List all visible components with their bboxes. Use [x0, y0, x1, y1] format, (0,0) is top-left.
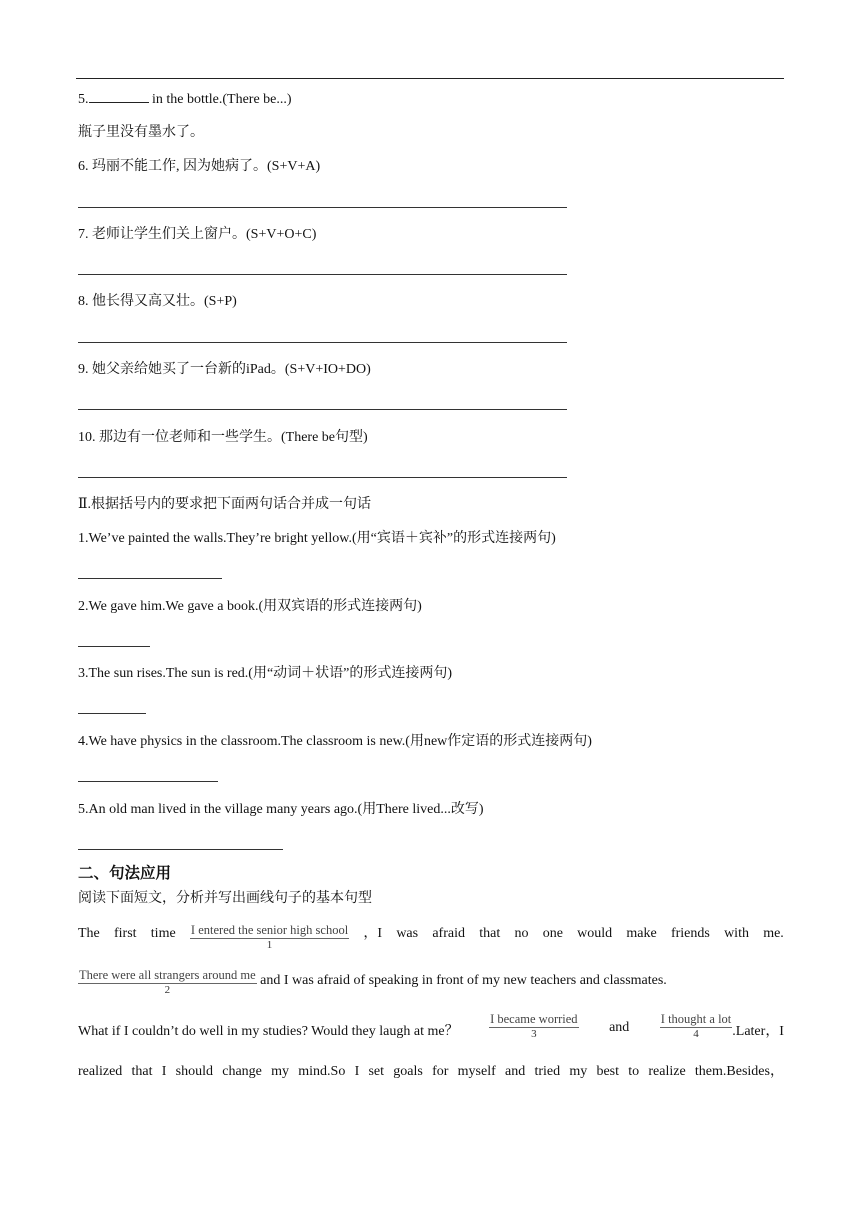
passage-line-4 [78, 1060, 784, 1080]
passage-line-3 [78, 1012, 784, 1041]
word: goals [393, 1064, 423, 1079]
word: tried [534, 1064, 561, 1079]
answer-line[interactable] [78, 274, 567, 275]
word: would [577, 926, 613, 941]
word: ，I [363, 926, 383, 941]
combine-item-2: 2.We gave him.We gave a book.(用双宾语的形式连接两句) [78, 599, 422, 614]
word: with [724, 926, 749, 941]
answer-line[interactable] [78, 646, 150, 647]
combine-item-4: 4.We have physics in the classroom.The classroom is new.(用new作定语的形式连接两句) [78, 734, 592, 749]
word: I [161, 1064, 167, 1079]
word: myself [457, 1064, 496, 1079]
word: that [479, 926, 501, 941]
word: should [175, 1064, 214, 1079]
question-9: 9. 她父亲给她买了一台新的iPad。(S+V+IO+DO) [78, 362, 371, 377]
passage-text: and I was afraid of speaking in front of my new teachers and classmates. [256, 973, 667, 988]
word: I [354, 1064, 360, 1079]
passage-text: .Later，I [732, 1024, 784, 1039]
passage-line-2 [78, 968, 667, 997]
combine-item-5: 5.An old man lived in the village many years ago.(用There lived...改写) [78, 802, 484, 817]
word: my [569, 1064, 588, 1079]
word: and [504, 1064, 526, 1079]
header-rule [76, 78, 784, 79]
answer-line[interactable] [78, 477, 567, 478]
passage-text: What if I couldn’t do well in my studies? Would they laugh at me？ [78, 1024, 459, 1039]
sentence-number: 3 [531, 1028, 537, 1040]
word: for [432, 1064, 449, 1079]
question-7: 7. 老师让学生们关上窗户。(S+V+O+C) [78, 227, 317, 242]
word: to [628, 1064, 640, 1079]
word: and [609, 1020, 630, 1035]
word: me. [763, 926, 784, 941]
word: first [114, 926, 137, 941]
word: best [596, 1064, 620, 1079]
passage-line-1 [78, 922, 784, 951]
underlined-sentence-1: I entered the senior high school 1 [190, 923, 349, 951]
combine-item-3: 3.The sun rises.The sun is red.(用“动词＋状语”的形式连接两句) [78, 666, 453, 681]
underlined-sentence-2: There were all strangers around me 2 [79, 968, 256, 996]
underlined-sentence-3: I became worried 3 [490, 1012, 578, 1040]
word: realized [78, 1064, 123, 1079]
answer-line[interactable] [78, 713, 146, 714]
part2-heading: Ⅱ.根据括号内的要求把下面两句话合并成一句话 [78, 497, 372, 512]
word: no [514, 926, 529, 941]
section-instruction: 阅读下面短文，分析并写出画线句子的基本句型 [78, 891, 372, 906]
word: The [78, 926, 100, 941]
question-5 [78, 90, 292, 109]
question-5-number: 5. [78, 92, 89, 107]
word: change [222, 1064, 262, 1079]
answer-line[interactable] [78, 409, 567, 410]
section-title: 二、句法应用 [78, 864, 172, 882]
answer-blank[interactable] [89, 90, 149, 103]
word: set [368, 1064, 385, 1079]
question-8: 8. 他长得又高又壮。(S+P) [78, 294, 237, 309]
combine-item-1: 1.We’ve painted the walls.They’re bright yellow.(用“宾语＋宾补”的形式连接两句) [78, 531, 556, 546]
answer-line[interactable] [78, 207, 567, 208]
word: one [542, 926, 563, 941]
word: mind.So [298, 1064, 346, 1079]
question-10: 10. 那边有一位老师和一些学生。(There be句型) [78, 430, 368, 445]
question-5-text: in the bottle.(There be...) [148, 92, 292, 107]
sentence-number: 1 [266, 939, 273, 951]
word: time [150, 926, 176, 941]
answer-line[interactable] [78, 578, 222, 579]
word: afraid [432, 926, 465, 941]
word: friends [670, 926, 710, 941]
word: make [626, 926, 657, 941]
word: that [131, 1064, 153, 1079]
sentence-number: 2 [164, 984, 171, 996]
answer-line[interactable] [78, 849, 283, 850]
word: my [271, 1064, 290, 1079]
question-6: 6. 玛丽不能工作, 因为她病了。(S+V+A) [78, 159, 321, 174]
sentence-number: 4 [693, 1028, 699, 1040]
word: was [396, 926, 419, 941]
question-5-chinese: 瓶子里没有墨水了。 [78, 125, 204, 140]
underlined-sentence-4: I thought a lot 4 [660, 1012, 732, 1040]
word: them.Besides， [694, 1064, 784, 1079]
answer-line[interactable] [78, 781, 218, 782]
answer-line[interactable] [78, 342, 567, 343]
word: realize [648, 1064, 686, 1079]
